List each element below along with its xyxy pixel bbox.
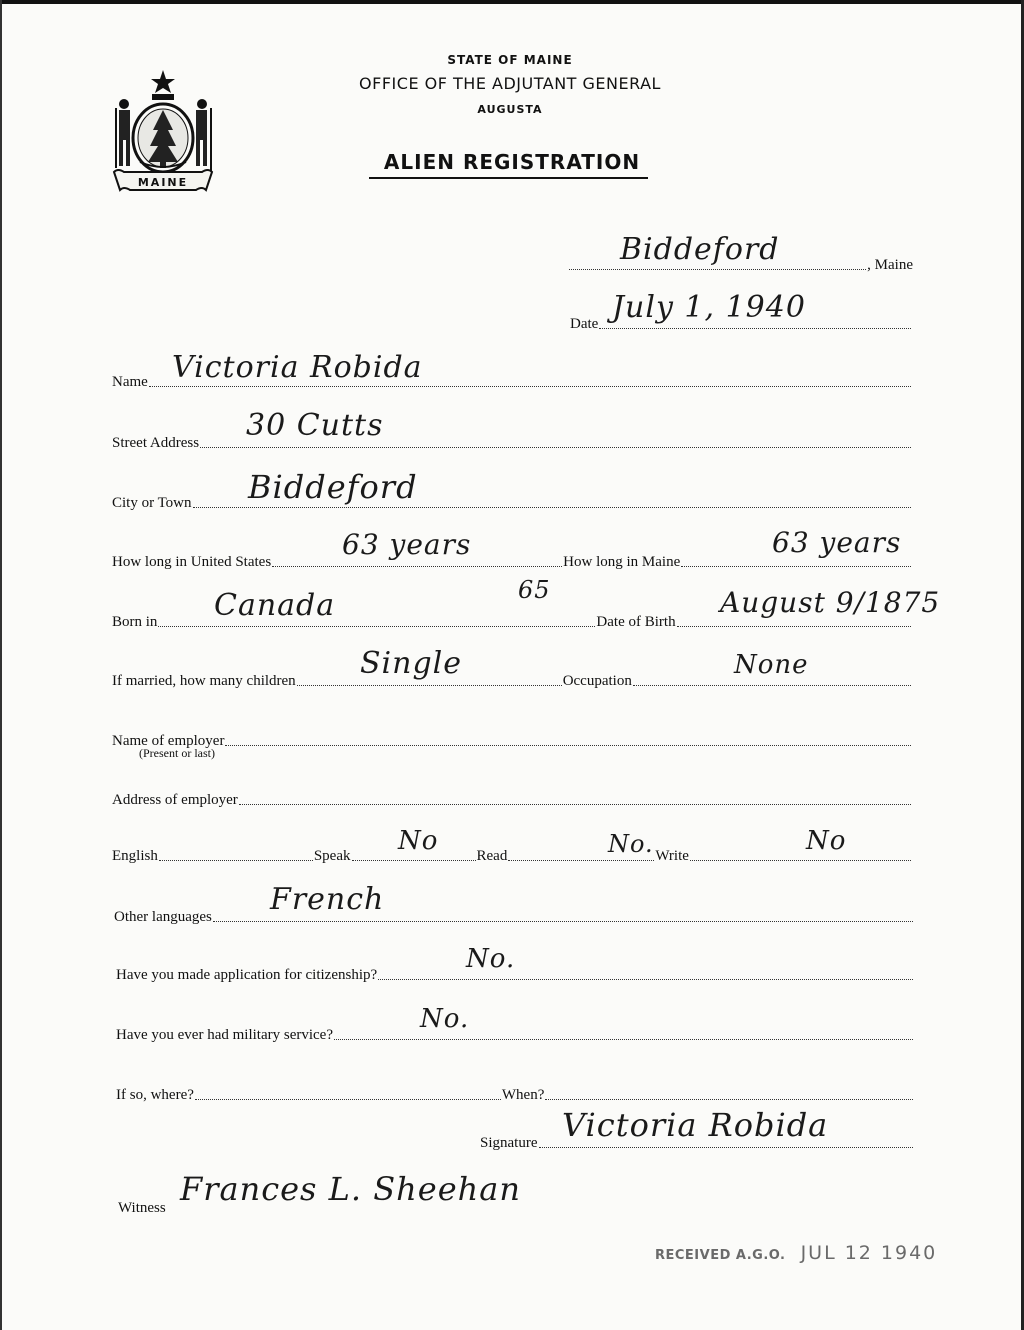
name-value: Victoria Robida bbox=[172, 350, 423, 385]
born-in-field[interactable] bbox=[158, 626, 595, 627]
write-field[interactable] bbox=[690, 860, 911, 861]
occupation-value: None bbox=[734, 650, 809, 680]
date-label: Date bbox=[570, 316, 599, 332]
street-row bbox=[112, 430, 912, 452]
military-field[interactable] bbox=[334, 1039, 913, 1040]
speak-value: No bbox=[398, 826, 439, 856]
signature-label: Signature bbox=[480, 1135, 538, 1151]
where-field[interactable] bbox=[195, 1099, 501, 1100]
born-in-label: Born in bbox=[112, 614, 158, 630]
service-row bbox=[116, 1082, 914, 1104]
children-label: If married, how many children bbox=[112, 673, 296, 689]
date-of-birth-label: Date of Birth bbox=[596, 614, 676, 630]
street-field[interactable] bbox=[200, 447, 911, 448]
read-field[interactable] bbox=[508, 860, 654, 861]
street-value: 30 Cutts bbox=[246, 408, 384, 443]
date-of-birth-field[interactable] bbox=[677, 626, 911, 627]
received-stamp bbox=[655, 1242, 937, 1264]
name-label: Name bbox=[112, 374, 148, 390]
english-label: English bbox=[112, 848, 158, 864]
occupation-field[interactable] bbox=[633, 685, 911, 686]
scan-edge-left bbox=[0, 0, 2, 1330]
employer-name-field[interactable] bbox=[225, 745, 911, 746]
scan-edge-top bbox=[0, 0, 1024, 4]
title-underline bbox=[369, 177, 648, 179]
received-stamp-date: JUL 12 1940 bbox=[800, 1242, 938, 1264]
employer-address-field[interactable] bbox=[239, 804, 911, 805]
other-languages-label: Other languages bbox=[114, 909, 212, 925]
city-label: City or Town bbox=[112, 495, 192, 511]
state-heading: STATE OF MAINE bbox=[447, 53, 573, 67]
read-value: No. bbox=[608, 830, 654, 858]
date-field[interactable] bbox=[599, 328, 911, 329]
military-value: No. bbox=[420, 1004, 470, 1034]
speak-label: Speak bbox=[313, 848, 351, 864]
write-label: Write bbox=[655, 848, 689, 864]
other-languages-row bbox=[114, 904, 914, 926]
how-long-maine-field[interactable] bbox=[681, 566, 911, 567]
form-title: ALIEN REGISTRATION bbox=[383, 150, 641, 174]
maine-label: , Maine bbox=[867, 257, 913, 273]
employer-address-row bbox=[112, 787, 912, 809]
witness-value: Frances L. Sheehan bbox=[180, 1170, 521, 1208]
how-long-us-field[interactable] bbox=[272, 566, 562, 567]
street-label: Street Address bbox=[112, 435, 200, 451]
employer-address-label: Address of employer bbox=[112, 792, 238, 808]
speak-field[interactable] bbox=[352, 860, 476, 861]
citizenship-value: No. bbox=[466, 944, 516, 974]
city-field[interactable] bbox=[193, 507, 911, 508]
how-long-us-label: How long in United States bbox=[112, 554, 272, 570]
employer-name-row bbox=[112, 728, 912, 750]
witness-row bbox=[118, 1195, 178, 1217]
children-field[interactable] bbox=[297, 685, 562, 686]
date-value: July 1, 1940 bbox=[612, 290, 806, 325]
signature-field[interactable] bbox=[539, 1147, 914, 1148]
write-value: No bbox=[806, 826, 847, 856]
employer-sub-label: (Present or last) bbox=[139, 746, 215, 760]
other-languages-value: French bbox=[270, 882, 385, 917]
english-row bbox=[112, 843, 912, 865]
occupation-label: Occupation bbox=[562, 673, 632, 689]
employer-name-label: Name of employer bbox=[112, 733, 225, 749]
english-field[interactable] bbox=[159, 860, 313, 861]
city-row bbox=[112, 490, 912, 512]
city-heading: AUGUSTA bbox=[477, 103, 543, 116]
when-label: When? bbox=[501, 1087, 545, 1103]
other-languages-field[interactable] bbox=[213, 921, 913, 922]
when-field[interactable] bbox=[545, 1099, 913, 1100]
seal-banner-text: MAINE bbox=[137, 176, 189, 189]
town-value: Biddeford bbox=[620, 232, 780, 267]
date-of-birth-value: August 9/1875 bbox=[720, 586, 941, 619]
read-label: Read bbox=[476, 848, 508, 864]
born-in-value: Canada bbox=[214, 588, 336, 623]
citizenship-field[interactable] bbox=[378, 979, 913, 980]
where-label: If so, where? bbox=[116, 1087, 194, 1103]
how-long-us-value: 63 years bbox=[342, 528, 472, 561]
received-stamp-label: RECEIVED A.G.O. bbox=[655, 1248, 786, 1263]
how-long-maine-value: 63 years bbox=[772, 526, 902, 559]
name-field[interactable] bbox=[149, 386, 911, 387]
age-note: 65 bbox=[518, 576, 551, 604]
witness-label: Witness bbox=[118, 1200, 166, 1216]
how-long-maine-label: How long in Maine bbox=[563, 554, 681, 570]
city-value: Biddeford bbox=[248, 468, 418, 506]
signature-value: Victoria Robida bbox=[562, 1106, 829, 1144]
military-row bbox=[116, 1022, 914, 1044]
office-heading: OFFICE OF THE ADJUTANT GENERAL bbox=[359, 74, 661, 93]
children-value: Single bbox=[360, 646, 463, 681]
military-label: Have you ever had military service? bbox=[116, 1027, 333, 1043]
town-field[interactable] bbox=[569, 269, 866, 270]
citizenship-label: Have you made application for citizenship? bbox=[116, 967, 378, 983]
